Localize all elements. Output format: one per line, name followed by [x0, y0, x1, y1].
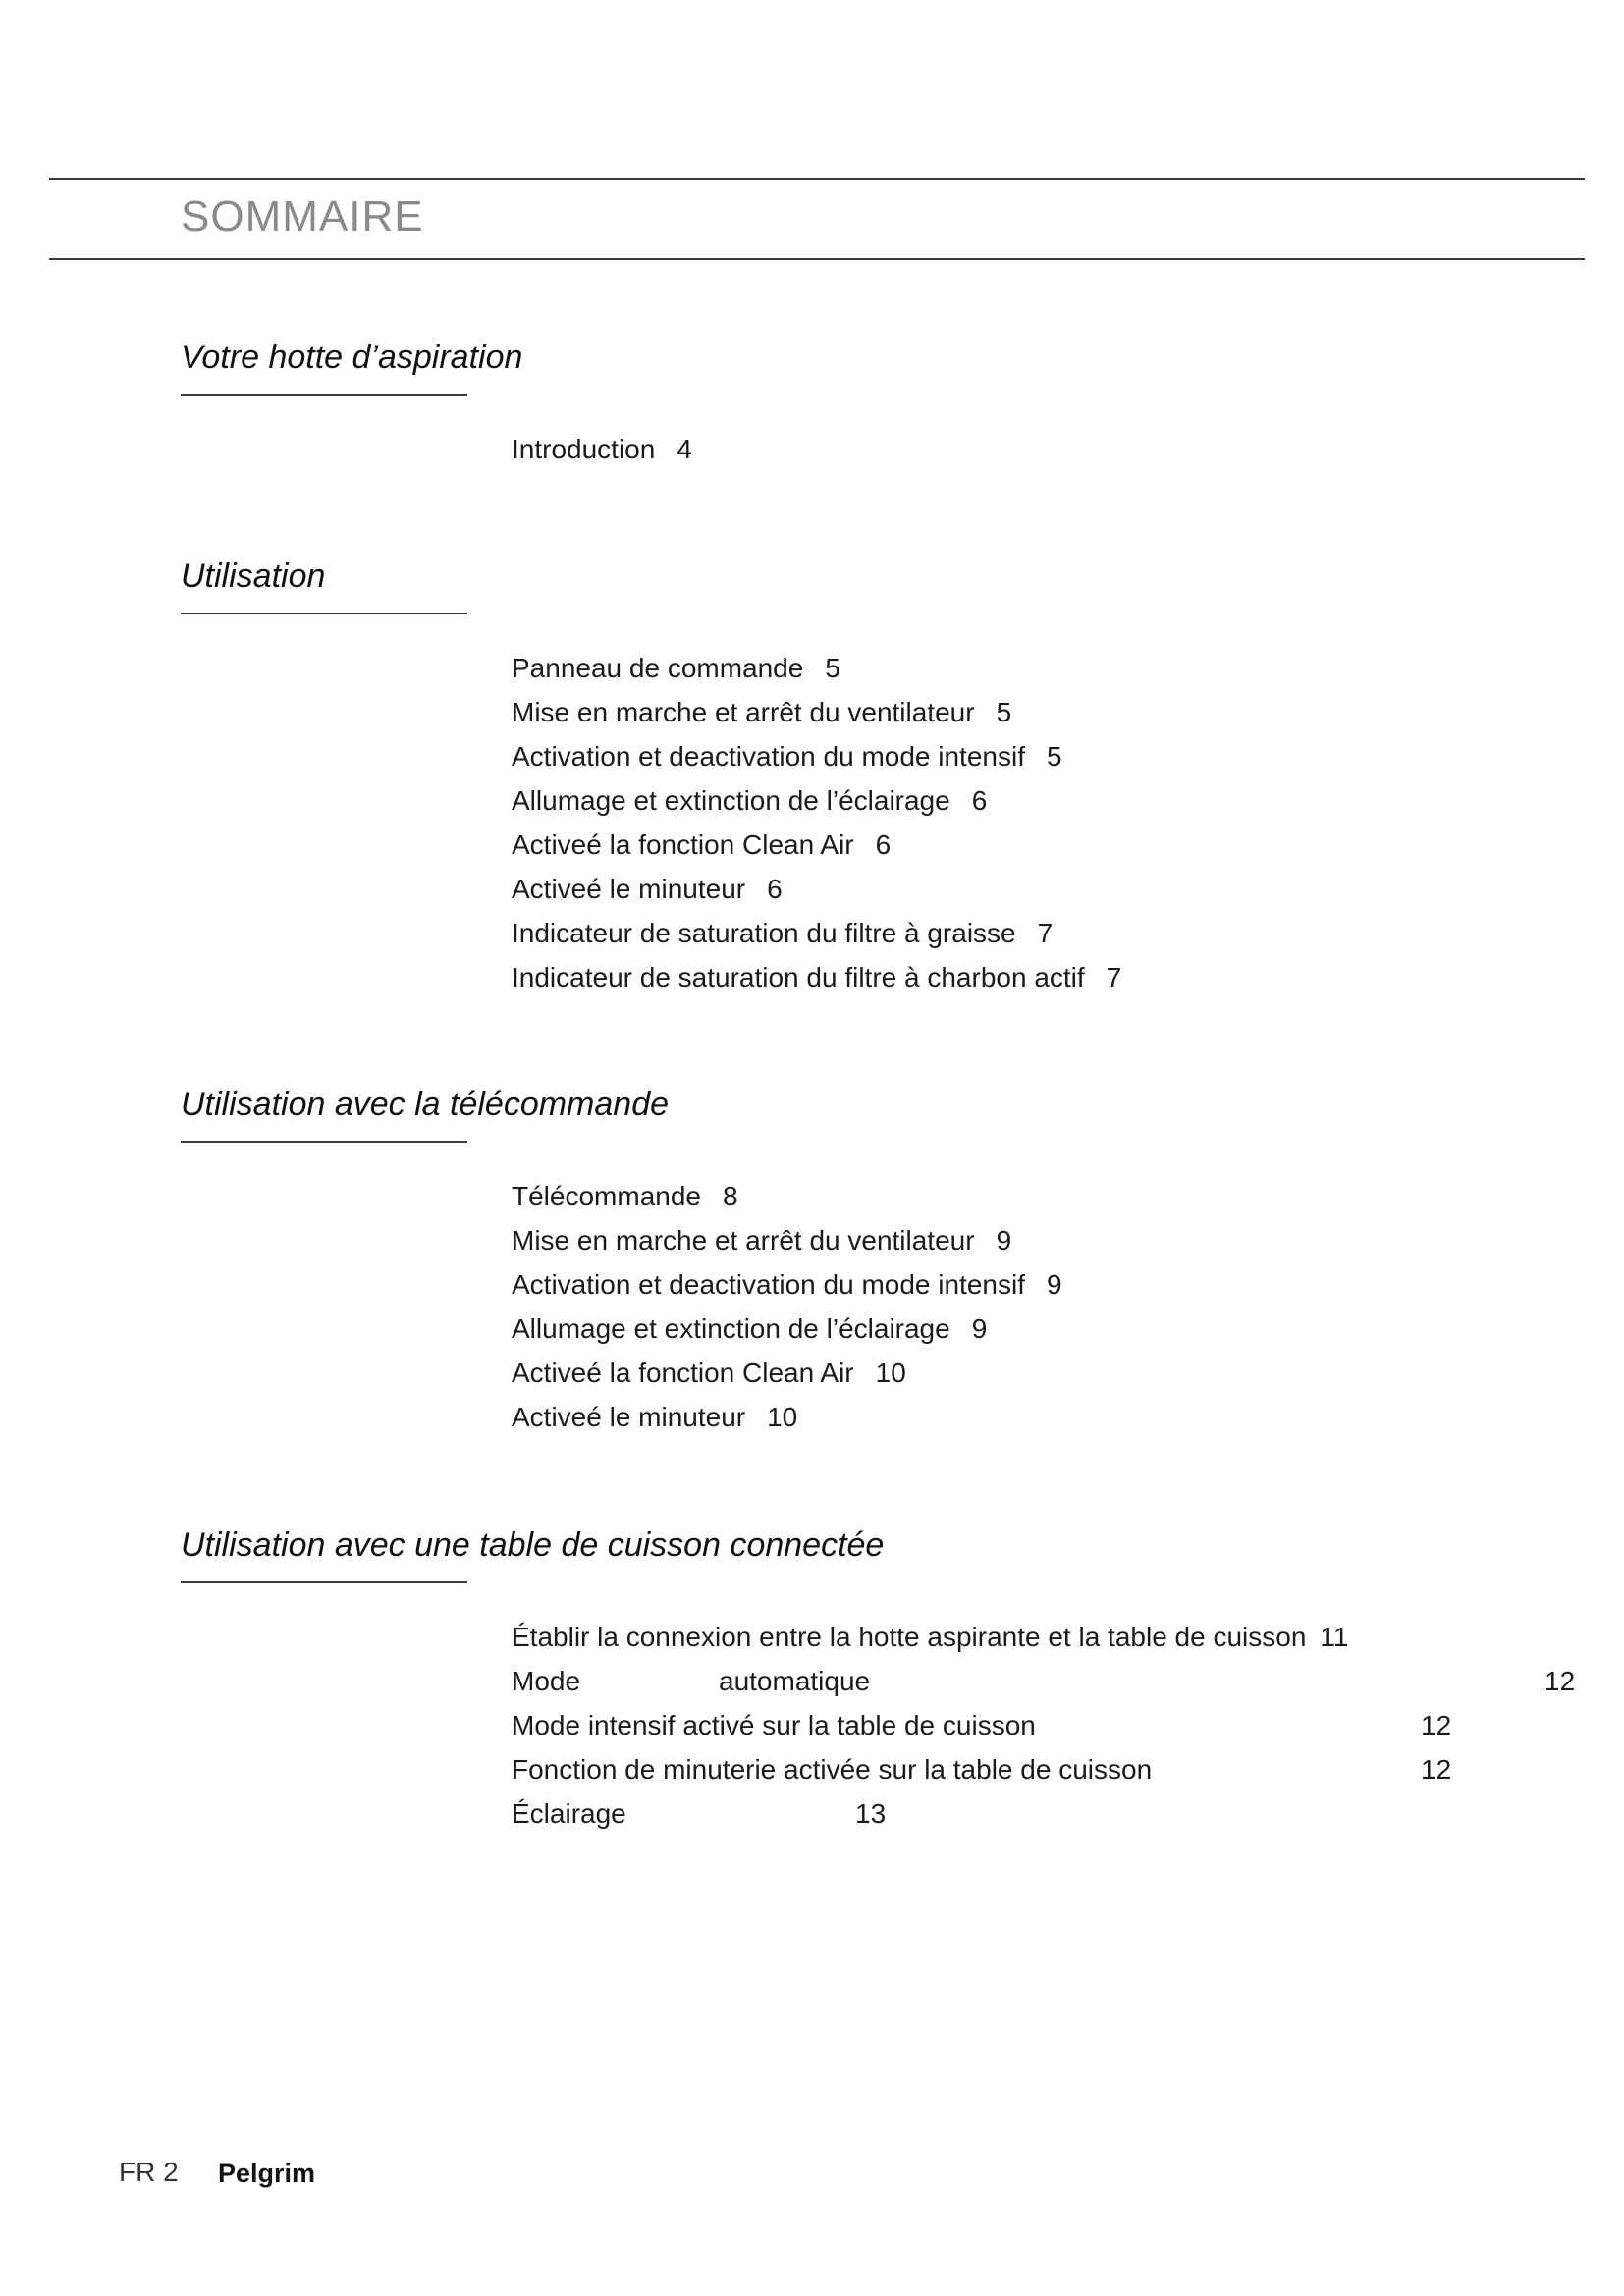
page-title: SOMMAIRE	[181, 192, 424, 240]
footer-page-label: FR 2	[119, 2157, 179, 2187]
section-underline	[181, 613, 467, 614]
toc-entry-page: 12	[1421, 1710, 1452, 1740]
toc-entry-label[interactable]: Éclairage	[512, 1798, 626, 1829]
toc-entry-label: Télécommande	[512, 1181, 701, 1211]
toc-entry-label: Indicateur de saturation du filtre à charbon actif	[512, 962, 1085, 992]
section-heading-utilisation: Utilisation	[181, 558, 326, 595]
toc-entry-label: Activation et deactivation du mode intensif	[512, 1269, 1025, 1300]
toc-entry-page: 6	[875, 829, 892, 860]
toc-entry[interactable]	[512, 1312, 987, 1346]
toc-entry-page: 12	[1421, 1754, 1452, 1785]
brand-logo: Pelgrim	[218, 2159, 316, 2188]
toc-entry-page: 7	[1106, 962, 1122, 992]
section-underline	[181, 1581, 467, 1583]
toc-entry-label: Activation et deactivation du mode intensif	[512, 741, 1025, 772]
header-bottom-rule	[49, 258, 1585, 260]
toc-entry[interactable]	[512, 1401, 797, 1434]
toc-entry-page: 5	[825, 653, 840, 683]
section-underline	[181, 1141, 467, 1143]
toc-entry-label: Allumage et extinction de l’éclairage	[512, 785, 950, 816]
toc-entry-page: 6	[971, 785, 988, 816]
toc-entry-label[interactable]: Mode intensif activé sur la table de cuisson	[512, 1710, 1036, 1740]
header-top-rule	[49, 178, 1585, 180]
toc-entry-label: Allumage et extinction de l’éclairage	[512, 1313, 950, 1344]
toc-entry-label: Introduction	[512, 434, 656, 464]
toc-entry-label: Activeé la fonction Clean Air	[512, 1358, 854, 1388]
toc-entry-label: Activeé la fonction Clean Air	[512, 829, 854, 860]
toc-entry-page: 10	[875, 1358, 906, 1388]
toc-entry-page: 5	[1046, 741, 1062, 772]
toc-entry[interactable]	[512, 961, 1121, 994]
toc-entry-label: Établir la connexion entre la hotte aspirante et la table de cuisson	[512, 1622, 1307, 1652]
toc-entry-label: Indicateur de saturation du filtre à graisse	[512, 918, 1016, 948]
toc-entry[interactable]	[512, 784, 987, 818]
toc-entry-page: 10	[767, 1402, 798, 1432]
toc-entry[interactable]	[512, 1224, 1011, 1257]
section-underline	[181, 394, 467, 396]
toc-entry-label-continued[interactable]: automatique	[719, 1666, 871, 1696]
toc-entry-label: Activeé le minuteur	[512, 1402, 746, 1432]
toc-entry[interactable]	[512, 652, 840, 685]
toc-entry-label[interactable]: Fonction de minuterie activée sur la table de cuisson	[512, 1754, 1153, 1785]
toc-entry-page: 5	[996, 697, 1012, 727]
toc-entry-page: 8	[722, 1181, 738, 1211]
toc-entry[interactable]	[512, 1357, 906, 1390]
toc-entry-page: 7	[1037, 918, 1054, 948]
section-heading-table-cuisson: Utilisation avec une table de cuisson connectée	[181, 1526, 885, 1564]
toc-entry-page: 9	[971, 1313, 988, 1344]
toc-entry-introduction[interactable]	[512, 433, 692, 466]
toc-entry-page: 9	[1046, 1269, 1062, 1300]
toc-entry-page: 6	[767, 874, 783, 904]
toc-entry-page: 11	[1320, 1622, 1349, 1652]
toc-entry-label: Activeé le minuteur	[512, 874, 746, 904]
toc-entry[interactable]	[512, 873, 783, 906]
toc-entry-page: 13	[855, 1798, 887, 1829]
toc-entry-label[interactable]: Mode	[512, 1666, 581, 1696]
toc-entry[interactable]	[512, 1268, 1062, 1302]
toc-entry[interactable]	[512, 917, 1053, 950]
toc-entry-page: 9	[996, 1225, 1012, 1255]
toc-entry[interactable]	[512, 1180, 738, 1213]
toc-entry-label: Mise en marche et arrêt du ventilateur	[512, 697, 975, 727]
toc-entry[interactable]	[512, 828, 891, 862]
toc-entry[interactable]	[512, 1621, 1348, 1654]
toc-entry-label: Panneau de commande	[512, 653, 804, 683]
toc-entry-label: Mise en marche et arrêt du ventilateur	[512, 1225, 975, 1255]
section-heading-telecommande: Utilisation avec la télécommande	[181, 1086, 670, 1123]
section-heading-votre-hotte: Votre hotte d’aspiration	[181, 339, 523, 376]
toc-entry[interactable]	[512, 740, 1062, 774]
toc-entry[interactable]	[512, 696, 1011, 729]
toc-entry-page: 12	[1544, 1666, 1576, 1696]
toc-entry-page: 4	[677, 434, 692, 464]
